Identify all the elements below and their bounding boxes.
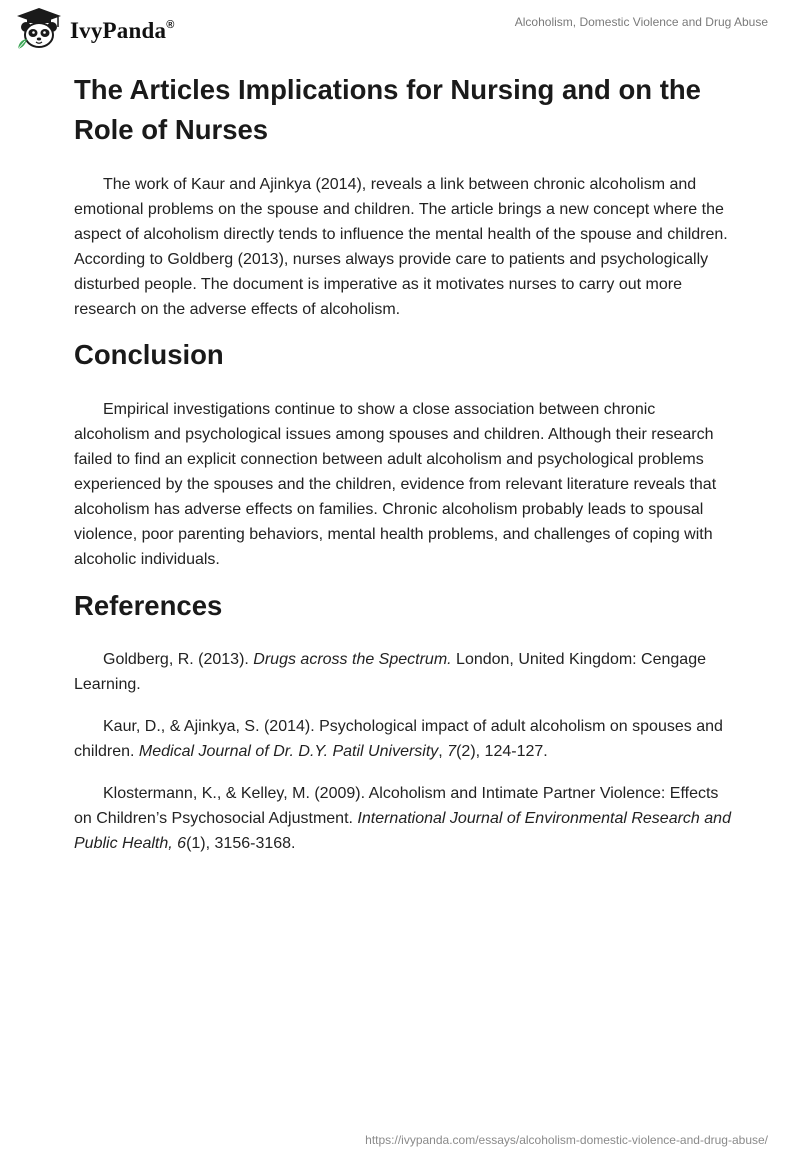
- reference-volume: 6: [177, 835, 187, 852]
- reference-authors: Klostermann, K., & Kelley, M. (2009). Alcoholism and Intimate Partner Violence: Effects on Children’s Psychosocial Adjustment.: [74, 785, 719, 827]
- page-header: [0, 0, 800, 62]
- brand-name-text: IvyPanda: [70, 18, 167, 43]
- essay-content: [74, 70, 734, 856]
- section-paragraph-conclusion: Empirical investigations continue to show a close association between chronic alcoholism and psychological issues among spouses and children. Although their research failed to find an explicit connection between adult alcoholism and psychological problems experienced by the spouses and the children, evidence from relevant literature reveals that alcoholism has adverse effects on families. Chronic alcoholism probably leads to spousal violence, poor parenting behaviors, mental health problems, and challenges of coping with alcoholic individuals.: [74, 401, 717, 568]
- section-heading-conclusion: Conclusion: [74, 339, 224, 370]
- reference-volume: 7: [447, 743, 457, 760]
- reference-separator: ,: [438, 743, 448, 760]
- section-heading-articles: The Articles Implications for Nursing and on the Role of Nurses: [74, 74, 701, 145]
- reference-journal: Medical Journal of Dr. D.Y. Patil University: [138, 743, 439, 760]
- reference-rest: London, United Kingdom: Cengage Learning.: [74, 651, 706, 693]
- reference-authors: Kaur, D., & Ajinkya, S. (2014). Psychological impact of adult alcoholism on spouses and children.: [74, 718, 723, 760]
- section-heading-references: References: [74, 590, 223, 621]
- panda-graduate-icon: [14, 7, 64, 51]
- reference-item: [74, 781, 734, 856]
- reference-item: [74, 714, 734, 764]
- reference-rest: (1), 3156-3168.: [186, 835, 296, 852]
- reference-journal: International Journal of Environmental Research and Public Health,: [74, 810, 731, 852]
- document-title: Alcoholism, Domestic Violence and Drug Abuse: [514, 15, 768, 29]
- reference-item: [74, 647, 734, 697]
- brand-name: [70, 18, 175, 44]
- section-paragraph-articles: The work of Kaur and Ajinkya (2014), reveals a link between chronic alcoholism and emotional problems on the spouse and children. The article brings a new concept where the aspect of alcoholism directly tends to influence the mental health of the spouse and children. According to Goldberg (2013), nurses always provide care to patients and psychologically disturbed people. The document is imperative as it motivates nurses to carry out more research on the adverse effects of alcoholism.: [74, 176, 728, 318]
- footer-url-link[interactable]: https://ivypanda.com/essays/alcoholism-domestic-violence-and-drug-abuse/: [365, 1133, 768, 1147]
- reference-title: Drugs across the Spectrum.: [253, 651, 452, 668]
- ivypanda-logo[interactable]: [14, 7, 175, 51]
- registered-mark: ®: [166, 19, 175, 31]
- reference-authors: Goldberg, R. (2013).: [103, 651, 254, 668]
- reference-rest: (2), 124-127.: [456, 743, 548, 760]
